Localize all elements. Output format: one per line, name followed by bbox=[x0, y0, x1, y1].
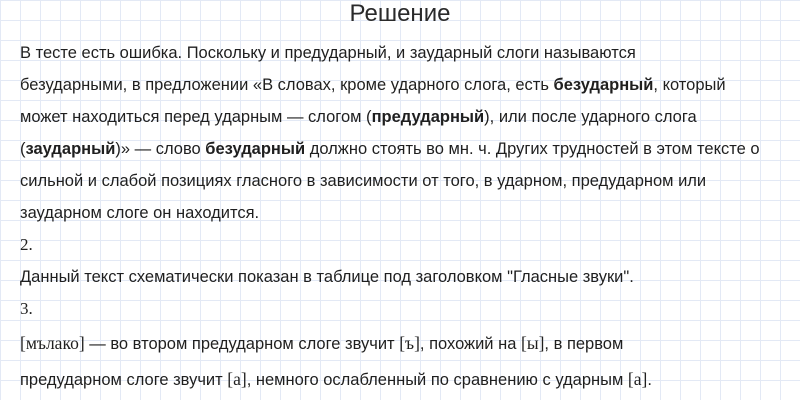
text-span: сильной и слабой позициях гласного в зависимости от того, в ударном, предударном или bbox=[20, 172, 707, 190]
text-span: безударными, в предложении «В словах, кроме ударного слога, есть bbox=[20, 76, 554, 94]
text-line bbox=[20, 325, 790, 361]
text-line bbox=[20, 197, 790, 229]
transcription: [а] bbox=[227, 369, 247, 389]
text-line bbox=[20, 101, 790, 133]
text-span: В тесте есть ошибка. Поскольку и предударный, и заударный слоги называются bbox=[20, 44, 636, 62]
text-span: , немного ослабленный по сравнению с ударным bbox=[246, 371, 628, 389]
transcription: [ъ] bbox=[399, 333, 420, 353]
transcription: [мълако] bbox=[20, 333, 85, 353]
text-span: . bbox=[647, 371, 652, 389]
text-line bbox=[20, 361, 790, 397]
item-number bbox=[20, 229, 790, 261]
solution-text bbox=[20, 37, 790, 397]
text-span: ), или после ударного слога bbox=[484, 108, 697, 126]
text-span: ( bbox=[20, 140, 26, 158]
text-span: может находиться перед ударным — слогом ( bbox=[20, 108, 372, 126]
text-span: заударном слоге он находится. bbox=[20, 204, 260, 222]
item-number-3: 3. bbox=[20, 299, 33, 318]
transcription: [ы] bbox=[521, 333, 545, 353]
text-line bbox=[20, 261, 790, 293]
bold-term: безударный bbox=[205, 140, 306, 158]
text-span: , в первом bbox=[544, 335, 624, 353]
item-number-2: 2. bbox=[20, 235, 33, 254]
text-span: — во втором предударном слоге звучит bbox=[84, 335, 400, 353]
item-number bbox=[20, 293, 790, 325]
transcription: [а] bbox=[627, 369, 648, 389]
bold-term: заударный bbox=[25, 140, 116, 158]
page-title: Решение bbox=[349, 0, 451, 27]
text-line bbox=[20, 165, 790, 197]
bold-term: безударный bbox=[553, 76, 654, 94]
text-span: )» — слово bbox=[115, 140, 206, 158]
text-line bbox=[20, 133, 790, 165]
text-span: должно стоять во мн. ч. Других трудностей в этом тексте о bbox=[305, 140, 760, 158]
text-span: , похожий на bbox=[419, 335, 521, 353]
text-span: Данный текст схематически показан в таблице под заголовком "Гласные звуки". bbox=[20, 268, 634, 286]
text-span: , который bbox=[653, 76, 726, 94]
text-line bbox=[20, 69, 790, 101]
text-line bbox=[20, 37, 790, 69]
text-span: предударном слоге звучит bbox=[20, 371, 228, 389]
bold-term: предударный bbox=[371, 108, 485, 126]
